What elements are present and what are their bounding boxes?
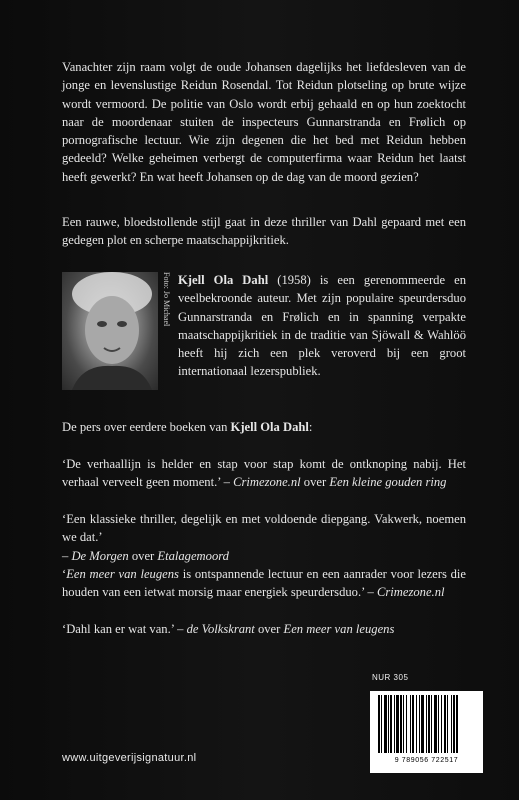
barcode-bar xyxy=(412,695,414,753)
tagline-paragraph: Een rauwe, bloedstollende stijl gaat in deze thriller van Dahl gepaard met een gedegen plot en scherpe maatschappijkritiek. xyxy=(62,215,466,248)
barcode-bar xyxy=(419,695,420,753)
quote-book-title: Etalagemoord xyxy=(157,548,229,563)
barcode-bar xyxy=(453,695,455,753)
barcode-bar xyxy=(381,695,382,753)
author-bio xyxy=(178,271,466,381)
quote-source: De Morgen xyxy=(71,548,129,563)
barcode-bar xyxy=(416,695,417,753)
barcode-bar xyxy=(447,695,448,753)
press-heading-author: Kjell Ola Dahl xyxy=(230,420,309,434)
barcode-bar xyxy=(403,695,404,753)
barcode-bar xyxy=(390,695,392,753)
barcode-bar xyxy=(431,695,432,753)
barcode-bar xyxy=(426,695,427,753)
barcode-bar xyxy=(456,695,458,753)
barcode-bar xyxy=(410,695,411,753)
author-bio-text: (1958) is een gerenommeerde en veelbekroonde auteur. Met zijn populaire speurdersduo Gunnarstranda en Frølich en in spanning verpakte maatschappijkritiek in de traditie van Sjöwall & Wahlöö heeft hij zich een plek veroverd bij een groot internationaal lezerspubliek. xyxy=(178,273,466,379)
press-quote: ‘Dahl kan er wat van.’ – de Volkskrant over Een meer van leugens xyxy=(62,622,395,636)
quote-source: de Volkskrant xyxy=(186,622,255,636)
nur-code: NUR 305 xyxy=(372,673,409,682)
barcode-bar xyxy=(451,695,452,753)
quote-book-title: Een meer van leugens xyxy=(283,622,395,636)
barcode-bar xyxy=(384,695,387,753)
barcode-bar xyxy=(406,695,407,753)
quote-book-title: Een meer van leugens xyxy=(66,567,179,581)
photo-credit: Foto: Jo Michael xyxy=(162,272,171,327)
quote-source: Crimezone.nl xyxy=(376,585,445,600)
press-quote: ‘Een meer van leugens is ontspannende lectuur en een aanrader voor lezers die houden van een ietwat morsig maar energiek speurdersduo.’ – Crimezone.nl xyxy=(62,567,466,600)
barcode-bar xyxy=(438,695,439,753)
author-portrait-illustration xyxy=(62,272,158,390)
quote-source: Crimezone.nl xyxy=(233,475,301,490)
barcode-bar xyxy=(421,695,424,753)
press-quote: ‘Een klassieke thriller, degelijk en met voldoende diepgang. Vakwerk, noemen we dat.’ – De Morgen over Etalagemoord xyxy=(62,512,466,563)
barcode-bar xyxy=(444,695,446,753)
author-photo xyxy=(62,272,158,390)
barcode-bar xyxy=(394,695,395,753)
isbn-digits: 9 789056 722517 xyxy=(394,757,459,764)
synopsis-paragraph: Vanachter zijn raam volgt de oude Johansen dagelijks het liefdesleven van de jonge en levenslustige Reidun Rosendal. Tot Reidun plotseling op brute wijze wordt vermoord. De politie van Oslo wordt erbij gehaald en op hun zoektocht naar de moordenaar stuiten de inspecteurs Gunnarstranda en Frølich op pornografische lectuur. Wie zijn degenen die het bed met Reidun hebben gedeeld? Welke geheimen verbergt de computerfirma waar Reidun het laatst heeft gewerkt? En wat heeft Johansen op de dag van de moord gezien? xyxy=(62,60,466,184)
press-heading: De pers over eerdere boeken van Kjell Ola Dahl: xyxy=(62,420,313,434)
barcode-bars xyxy=(376,695,477,757)
quote-book-title: Een kleine gouden ring xyxy=(329,475,447,490)
barcode-bar xyxy=(428,695,430,753)
barcode-bar xyxy=(378,695,380,753)
barcode-bar xyxy=(400,695,402,753)
barcode-bar xyxy=(441,695,442,753)
publisher-website: www.uitgeverijsignatuur.nl xyxy=(62,752,197,764)
barcode-bar xyxy=(396,695,399,753)
press-quote: ‘De verhaallijn is helder en stap voor stap komt de ontknoping nabij. Het verhaal verveelt geen moment.’ – Crimezone.nl over Een kleine gouden ring xyxy=(62,457,466,490)
isbn-barcode xyxy=(370,691,483,773)
barcode-bar xyxy=(434,695,437,753)
barcode-bar xyxy=(388,695,389,753)
author-name: Kjell Ola Dahl xyxy=(178,273,269,287)
